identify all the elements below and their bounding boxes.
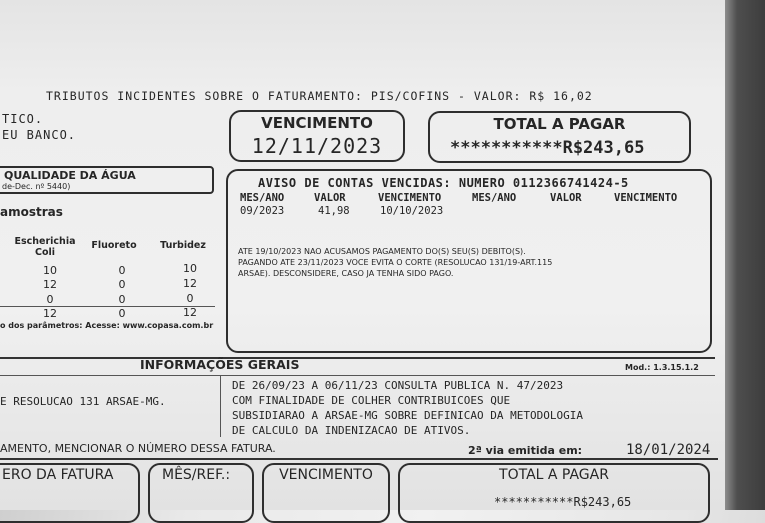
stub-vencimento-label: VENCIMENTO (279, 467, 373, 483)
table-cell: 10 (43, 264, 57, 277)
header-left-line1: TICO. (2, 112, 44, 126)
segunda-via-label: 2ª via emitida em: (468, 444, 583, 457)
water-quality-header (0, 166, 214, 194)
info-column-divider (220, 375, 221, 437)
vencimento-label: VENCIMENTO (261, 114, 373, 132)
aviso-header-valor-2: VALOR (550, 192, 582, 204)
aviso-message-line1: ATE 19/10/2023 NAO ACUSAMOS PAGAMENTO DO(S) SEU(S) DEBITO(S). (238, 247, 526, 256)
aviso-message-line3: ARSAE). DESCONSIDERE, CASO JA TENHA SIDO PAGO. (238, 269, 454, 278)
vencimento-box (229, 110, 405, 162)
col-escherichia: Escherichia Coli (14, 236, 76, 258)
col-fluoreto: Fluoreto (91, 240, 137, 251)
table-cell: 12 (183, 277, 197, 290)
stub-mes-ref (148, 463, 254, 523)
aviso-header-vencimento-2: VENCIMENTO (614, 192, 678, 204)
total-amount: ***********R$243,65 (450, 138, 645, 158)
aviso-row-vencimento: 10/10/2023 (380, 205, 444, 217)
stub-mesref-label: MÊS/REF.: (162, 467, 231, 483)
water-quality-subtitle: de-Dec. nº 5440) (2, 182, 71, 191)
info-line-2: COM FINALIDADE DE COLHER CONTRIBUICOES QUE (232, 394, 511, 407)
table-cell: 0 (186, 292, 194, 305)
aviso-header-valor-1: VALOR (314, 192, 346, 204)
info-mod: Mod.: 1.3.15.1.2 (625, 363, 699, 372)
info-bottom-rule (0, 375, 715, 376)
info-title: INFORMAÇÕES GERAIS (140, 357, 300, 372)
info-line-1: DE 26/09/23 A 06/11/23 CONSULTA PUBLICA N. 47/2023 (232, 379, 564, 392)
water-quality-footer: o dos parâmetros: Acesse: www.copasa.com.br (0, 321, 214, 330)
stub-total-amount: ***********R$243,65 (494, 495, 632, 509)
table-cell: 0 (118, 278, 126, 291)
segunda-via-date: 18/01/2024 (626, 442, 711, 458)
aviso-message-line2: PAGANDO ATE 23/11/2023 VOCE EVITA O CORTE (RESOLUCAO 131/19-ART.115 (238, 258, 553, 267)
stub-total-label: TOTAL A PAGAR (499, 467, 609, 483)
table-cell: 0 (118, 264, 126, 277)
aviso-header-vencimento-1: VENCIMENTO (378, 192, 442, 204)
table-cell: 12 (43, 307, 57, 320)
aviso-row-mesano: 09/2023 (240, 205, 285, 217)
stub-vencimento (262, 463, 390, 523)
info-line-4: DE CALCULO DA INDENIZACAO DE ATIVOS. (232, 424, 471, 437)
aviso-row-valor: 41,98 (318, 205, 350, 217)
info-top-rule (0, 357, 715, 359)
bottom-rule (0, 458, 718, 460)
info-line-3: SUBSIDIARAO A ARSAE-MG SOBRE DEFINICAO DA METODOLOGIA (232, 409, 583, 422)
header-left-line2: EU BANCO. (2, 128, 77, 142)
col-turbidez: Turbidez (160, 240, 206, 251)
table-cell: 12 (183, 306, 197, 319)
table-cell: 10 (183, 262, 197, 275)
background-edge (725, 0, 765, 510)
table-cell: 0 (118, 307, 126, 320)
stub-numero-label: ERO DA FATURA (2, 467, 114, 483)
table-cell: 0 (46, 293, 54, 306)
aviso-header-mesano-2: MES/ANO (472, 192, 517, 204)
table-cell: 0 (118, 293, 126, 306)
table-divider (0, 306, 215, 307)
mention-text: AMENTO, MENCIONAR O NÚMERO DESSA FATURA. (0, 442, 276, 455)
total-box (428, 111, 691, 163)
aviso-header-mesano-1: MES/ANO (240, 192, 285, 204)
aviso-box (226, 169, 712, 353)
table-cell: 12 (43, 278, 57, 291)
total-label: TOTAL A PAGAR (493, 115, 626, 133)
stub-numero-fatura (0, 463, 140, 523)
stub-total (398, 463, 710, 523)
water-quality-title: QUALIDADE DA ÁGUA (4, 169, 136, 182)
tributos-line: TRIBUTOS INCIDENTES SOBRE O FATURAMENTO: PIS/COFINS - VALOR: R$ 16,02 (46, 89, 593, 103)
info-left-text: E RESOLUCAO 131 ARSAE-MG. (0, 395, 166, 408)
vencimento-date: 12/11/2023 (251, 134, 383, 158)
amostras-label: amostras (0, 205, 63, 219)
aviso-title: AVISO DE CONTAS VENCIDAS: NUMERO 0112366741424-5 (258, 176, 629, 190)
